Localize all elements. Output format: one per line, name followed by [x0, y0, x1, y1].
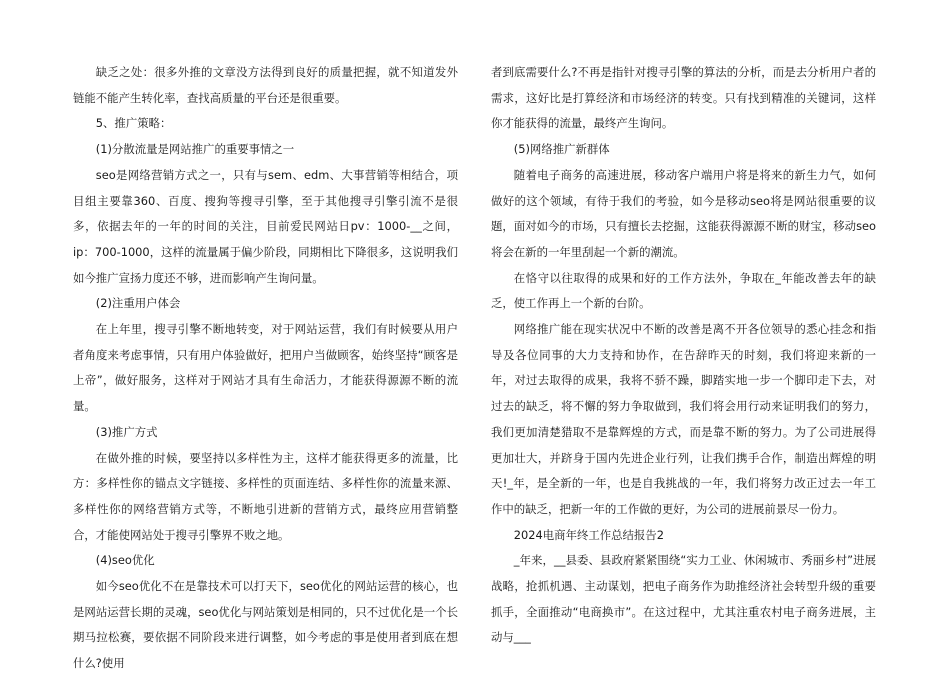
paragraph: 在恪守以往取得的成果和好的工作方法外，争取在_年能改善去年的缺乏，使工作再上一个新的台阶。: [491, 270, 876, 311]
paragraph: seo是网络营销方式之一，只有与sem、edm、大事营销等相结合，项目组主要靠360、百度、搜狗等搜寻引擎，至于其他搜寻引擎引流不是很多，依据去年的一年的时间的关注，目前爱民网站日pv：1000-__之间，ip：700-1000，这样的流量属于偏少阶段，同期相比下降很多，这说明我们如今推广宣扬力度还不够，进而影响产生询问量。: [73, 167, 458, 285]
paragraph: 在做外推的时候，要坚持以多样性为主，这样才能获得更多的流量，比方：多样性你的锚点文字链接、多样性的页面连结、多样性你的流量来源、多样性你的网络营销方式等，不断地引进新的营销方式，最终应用营销整合，才能使网站处于搜寻引擎界不败之地。: [73, 450, 458, 542]
paragraph-continued: 者到底需要什么?不再是指针对搜寻引擎的算法的分析，而是去分析用户者的需求，这好比是打算经济和市场经济的转变。只有找到精准的关键词，这样你才能获得的流量，最终产生询问。: [491, 65, 876, 131]
paragraph: 在上年里，搜寻引擎不断地转变，对于网站运营，我们有时候要从用户者角度来考虑事情，只有用户体验做好，把用户当做顾客，始终坚持“顾客是上帝”，做好服务，这样对于网站才具有生命活力，才能获得源源不断的流量。: [73, 322, 458, 414]
report-title: 2024电商年终工作总结报告2: [513, 527, 664, 542]
subsection-heading: (3)推广方式: [95, 424, 158, 439]
paragraph: 网络推广能在现实状况中不断的改善是离不开各位领导的悉心挂念和指导及各位同事的大力支持和协作，在告辞昨天的时刻，我们将迎来新的一年，对过去取得的成果，我将不骄不躁，脚踏实地一步一个脚印走下去，对过去的缺乏，将不懈的努力争取做到，我们将会用行动来证明我们的努力，我们更加清楚猎取不是靠辉煌的方式，而是靠不断的努力。为了公司进展得更加壮大，并跻身于国内先进企业行列，让我们携手合作，制造出辉煌的明天!_年，是全新的一年，也是自我挑战的一年，我们将努力改正过去一年工作中的缺乏，把新一年的工作做的更好，为公司的进展前景尽一份力。: [491, 322, 876, 516]
subsection-heading: (2)注重用户体会: [95, 296, 181, 311]
section-heading: 5、推广策略：: [95, 116, 172, 131]
subsection-heading: (5)网络推广新群体: [513, 142, 610, 157]
paragraph: 随着电子商务的高速进展，移动客户端用户将是将来的新生力气，如何做好的这个领域，有待于我们的考验，如今是移动seo将是网站很重要的议题，面对如今的市场，只有擅长去挖掘，这能获得源源不断的财宝，移动seo将会在新的一年里刮起一个新的潮流。: [491, 167, 876, 259]
paragraph: 如今seo优化不在是靠技术可以打天下，seo优化的网站运营的核心，也是网站运营长期的灵魂，seo优化与网站策划是相同的，只不过优化是一个长期马拉松赛，要依据不同阶段来进行调整，如今考虑的事是使用者到底在想什么?使用: [73, 579, 458, 671]
left-column: [73, 60, 458, 677]
right-column: [491, 60, 876, 651]
subsection-heading: (4)seo优化: [95, 553, 155, 568]
paragraph: 缺乏之处：很多外推的文章没方法得到良好的质量把握，就不知道发外链能不能产生转化率，查找高质量的平台还是很重要。: [73, 65, 458, 105]
subsection-heading: (1)分散流量是网站推广的重要事情之一: [95, 142, 295, 157]
paragraph: _年来，__县委、县政府紧紧围绕“实力工业、休闲城市、秀丽乡村”进展战略，抢抓机遇、主动谋划，把电子商务作为助推经济社会转型升级的重要抓手，全面推动“电商换市”。在这过程中，尤其注重农村电子商务进展，主动与___: [491, 553, 876, 645]
